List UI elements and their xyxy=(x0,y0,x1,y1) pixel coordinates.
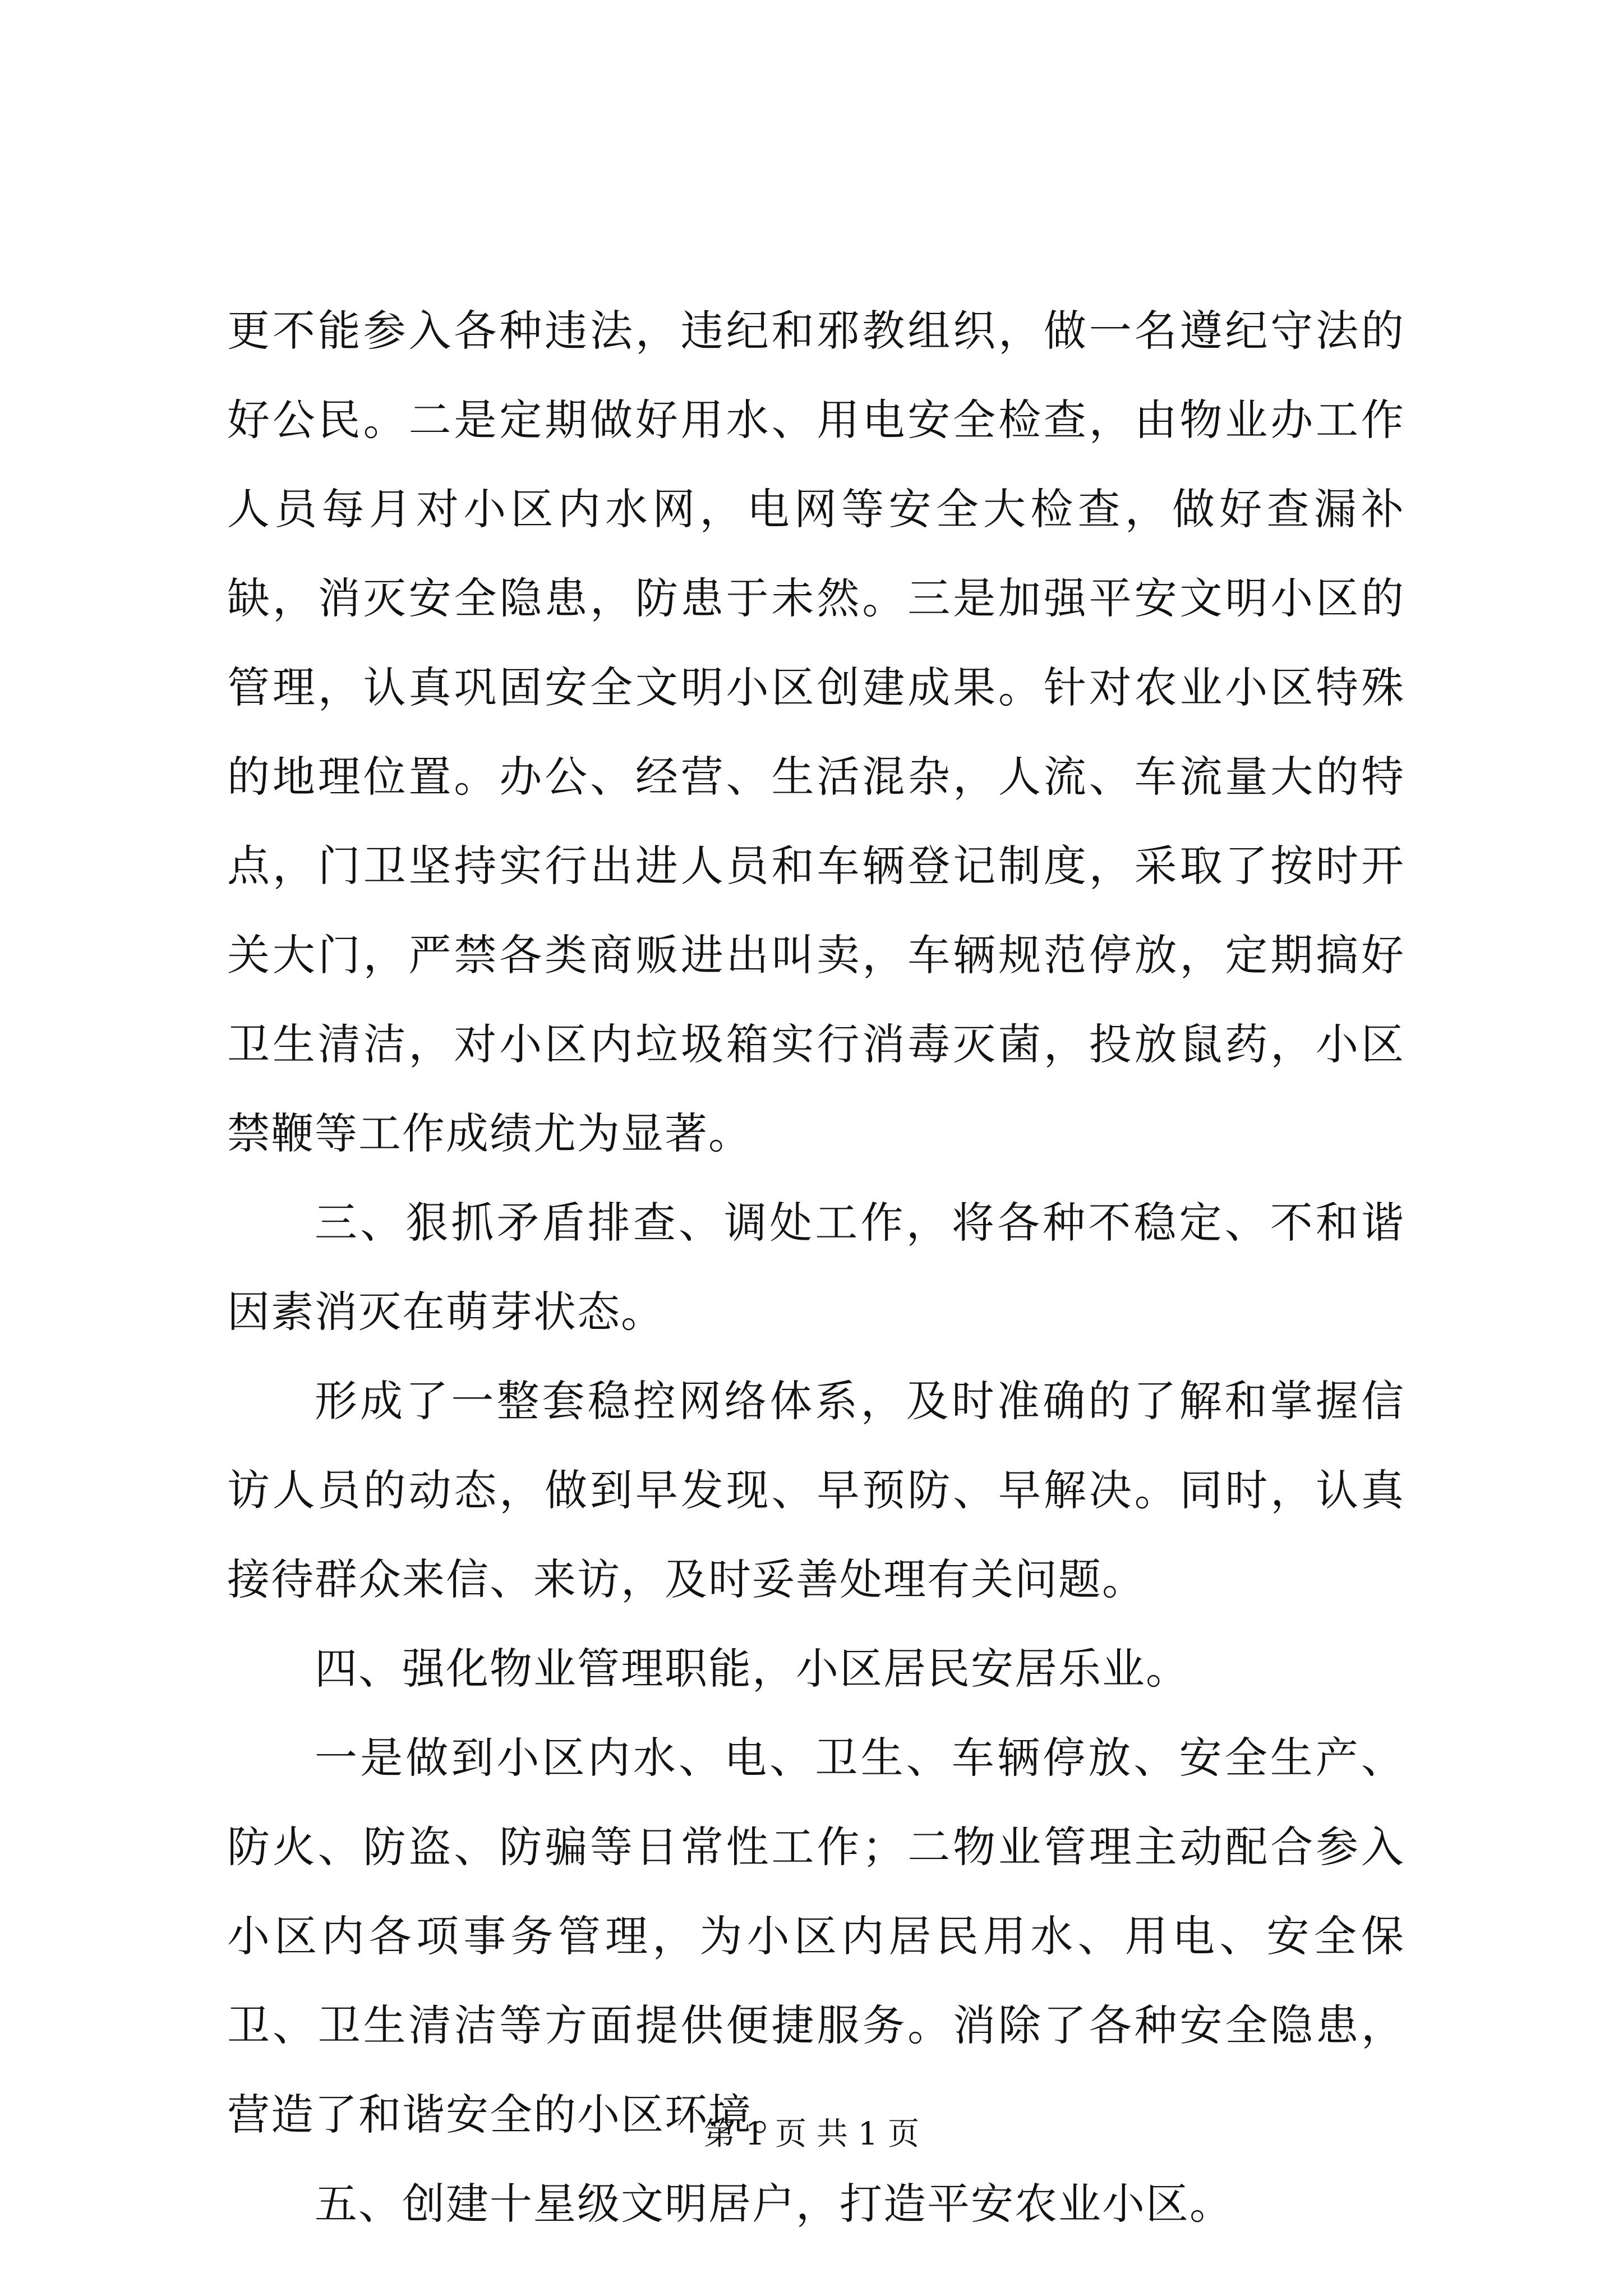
paragraph-6-heading-five: 五、创建十星级文明居户，打造平安农业小区。 xyxy=(315,2179,1233,2229)
paragraph-4-heading-four: 四、强化物业管理职能，小区居民安居乐业。 xyxy=(315,1644,1189,1694)
page-footer xyxy=(0,2115,1623,2154)
paragraph-1: 更不能参入各种违法，违纪和邪教组织，做一名遵纪守法的好公民。二是定期做好用水、用电安全检查，由物业办工作人员每月对小区内水网，电网等安全大检查，做好查漏补缺，消灭安全隐患，防患于未然。三是加强平安文明小区的管理，认真巩固安全文明小区创建成果。针对农业小区特殊的地理位置。办公、经营、生活混杂，人流、车流量大的特点，门卫坚持实行出进人员和车辆登记制度，采取了按时开关大门，严禁各类商贩进出叫卖，车辆规范停放，定期搞好卫生清洁，对小区内垃圾箱实行消毒灭菌，投放鼠药，小区禁鞭等工作成绩尤为显著。 xyxy=(227,306,1405,1158)
paragraph-3: 形成了一整套稳控网络体系，及时准确的了解和掌握信访人员的动态，做到早发现、早预防、早解决。同时，认真接待群众来信、来访，及时妥善处理有关问题。 xyxy=(227,1376,1405,1604)
page-number-label: 第 1 页 共 1 页 xyxy=(703,2116,920,2152)
document-body xyxy=(227,286,1405,2248)
paragraph-2-heading-three: 三、狠抓矛盾排查、调处工作，将各种不稳定、不和谐因素消灭在萌芽状态。 xyxy=(227,1198,1405,1337)
paragraph-5: 一是做到小区内水、电、卫生、车辆停放、安全生产、防火、防盗、防骗等日常性工作；二物业管理主动配合参入小区内各项事务管理，为小区内居民用水、用电、安全保卫、卫生清洁等方面提供便捷服务。消除了各种安全隐患，营造了和谐安全的小区环境。 xyxy=(227,1733,1405,2139)
